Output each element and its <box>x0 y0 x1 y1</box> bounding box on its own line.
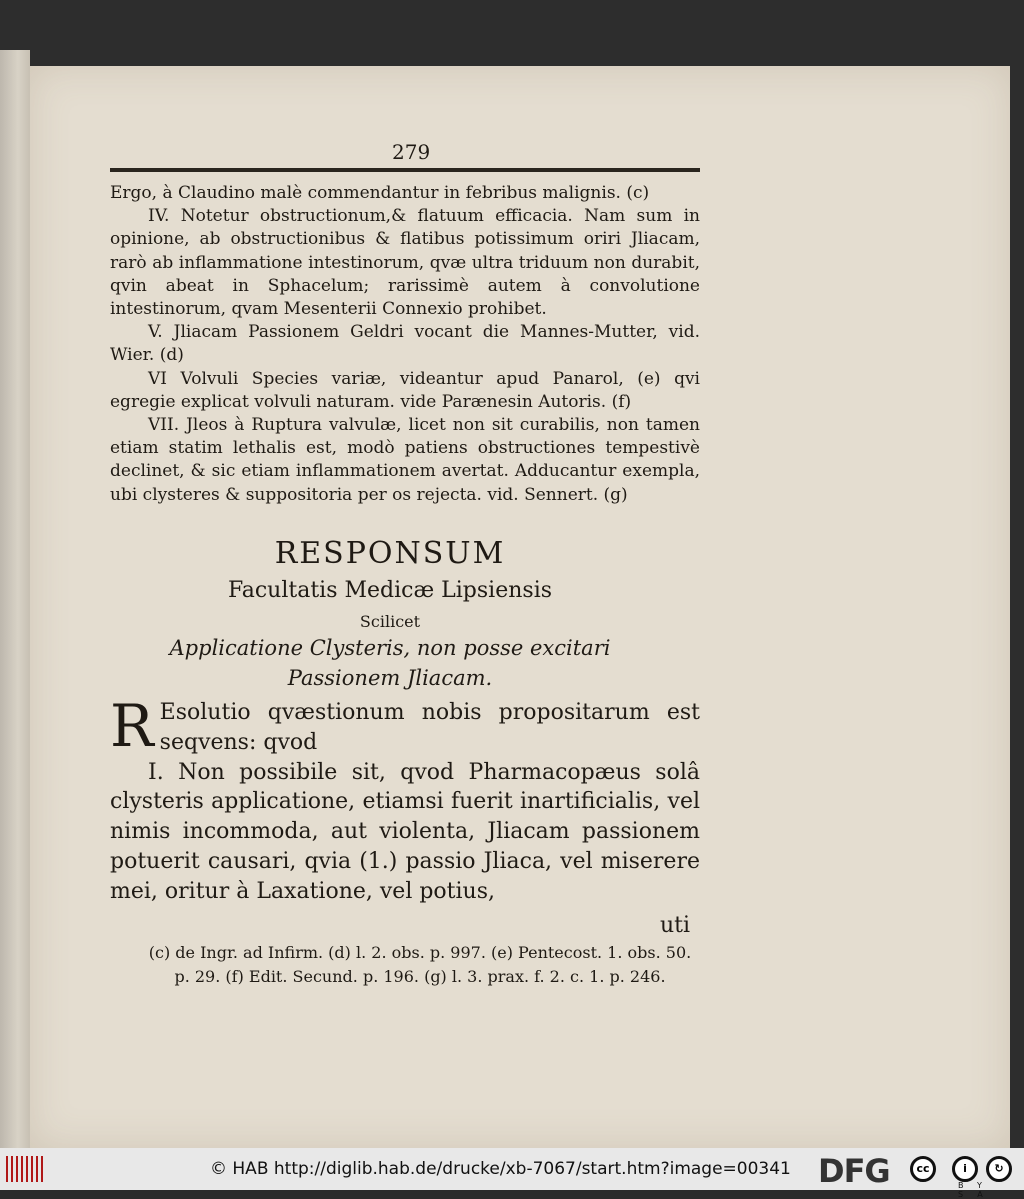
response-second-paragraph: I. Non possibile sit, qvod Pharmacopæus solâ clysteris applicatione, etiamsi fuerit inartificialis, vel nimis incommoda, aut violenta, Jliacam passionem potuerit causari, qvia (1.) passio Jliaca, vel miserere mei, oritur à Laxatione, vel potius, <box>110 759 700 904</box>
paragraph-ergo: Ergo, à Claudino malè commendantur in febribus malignis. (c) <box>110 183 650 203</box>
hab-logo-icon <box>6 1156 46 1182</box>
page-text-block <box>80 66 700 1148</box>
footnotes <box>140 941 700 989</box>
catchword: uti <box>659 913 690 938</box>
heading-passionem: Passionem Jliacam. <box>287 666 493 690</box>
drop-cap: R <box>110 692 154 760</box>
response-text <box>110 692 700 907</box>
paragraph-vii: VII. Jleos à Ruptura valvulæ, licet non sit curabilis, non tamen etiam statim lethalis est, modò patiens obstructiones tempestivè declinet, & sic etiam inflammationem avertat. Adducantur exempla, ubi clysteres & suppositoria per os rejecta. vid. Sennert. (g) <box>110 415 700 505</box>
by-label: BY <box>958 1181 996 1190</box>
response-first-paragraph <box>110 692 700 760</box>
heading-applicatione: Applicatione Clysteris, non posse excitari <box>169 636 611 660</box>
left-page-edge <box>0 50 30 1150</box>
footnote-line-1: (c) de Ingr. ad Infirm. (d) l. 2. obs. p. 997. (e) Pentecost. 1. obs. 50. <box>148 943 692 962</box>
viewer-footer <box>0 1148 1024 1199</box>
paragraph-v: V. Jliacam Passionem Geldri vocant die Mannes-Mutter, vid. Wier. (d) <box>110 322 700 366</box>
paragraph-iv: IV. Notetur obstructionum,& flatuum efficacia. Nam sum in opinione, ab obstructionibus & flatibus potissimum oriri Jliacam, rarò ab inflammatione intestinorum, qvæ ultra triduum non durabit, qvin abeat in Sphacelum; rarissimè autem à convolutione intestinorum, qvam Mesenterii Connexio prohibet. <box>110 206 700 320</box>
heading-scilicet: Scilicet <box>359 612 421 631</box>
heading-faculty: Facultatis Medicæ Lipsiensis <box>227 578 553 603</box>
page-number: 279 <box>392 140 431 164</box>
cc-labels <box>958 1181 1020 1199</box>
sa-label: SA <box>958 1190 997 1199</box>
cc-icon: cc <box>910 1156 936 1182</box>
body-text <box>110 182 700 507</box>
footnote-line-2: p. 29. (f) Edit. Secund. p. 196. (g) l. 3. prax. f. 2. c. 1. p. 246. <box>174 967 666 986</box>
dfg-logo: DFG <box>818 1152 890 1190</box>
by-attribution-icon: i <box>952 1156 978 1182</box>
cc-license-badge[interactable] <box>910 1154 1020 1199</box>
paragraph-vi: VI Volvuli Species variæ, videantur apud Panarol, (e) qvi egregie explicat volvuli naturam. vide Parænesin Autoris. (f) <box>110 368 700 412</box>
header-rule <box>110 168 700 172</box>
heading-responsum: RESPONSUM <box>274 536 506 571</box>
source-link[interactable]: © HAB http://diglib.hab.de/drucke/xb-7067/start.htm?image=00341 <box>210 1159 791 1179</box>
scanned-page <box>30 66 1010 1148</box>
share-alike-icon: ↻ <box>986 1156 1012 1182</box>
response-first-text: Esolutio qvæstionum nobis propositarum est seqvens: qvod <box>159 700 700 755</box>
